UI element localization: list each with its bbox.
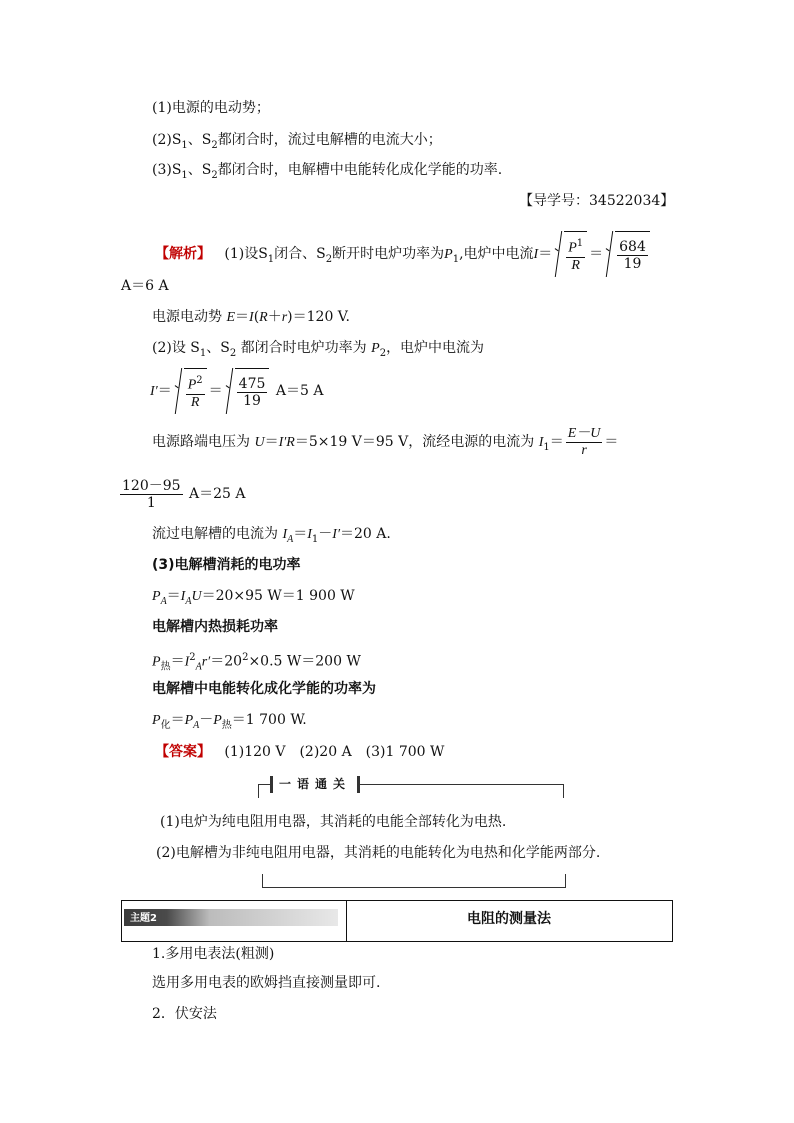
fraction: $\frac{120-95}{1}$ [122, 477, 181, 511]
analysis-line-3: 电源电动势 E＝I(R＋r)＝120 V. [152, 309, 350, 325]
analysis-line-5: I′＝ $\frac{P^2}{R}$ ＝ $\frac{475}{19}$ A＝5 A [150, 368, 323, 414]
answer-label: 【答案】 [155, 744, 211, 760]
question-2: $(2)S_1$、$S_2$都闭合时，流过电解槽的电流大小； [152, 132, 442, 151]
section-2-heading: 2．伏安法 [152, 1006, 217, 1022]
analysis-line-14: $P_化=P_A-P_热=1$ 700 W. [152, 712, 307, 731]
topic-header-table [121, 900, 673, 942]
analysis-line-11: 电解槽内热损耗功率 [152, 619, 278, 635]
note-point-2: (2)电解槽为非纯电阻用电器，其消耗的电能转化为电热和化学能两部分. [156, 845, 601, 861]
fraction: $\frac{E-U}{r}$ [567, 425, 601, 458]
reference-number: 【导学号：34522034】 [519, 193, 675, 209]
answer-line [155, 742, 444, 762]
sqrt-expression: $\frac{475}{19}$ [225, 368, 270, 414]
analysis-line-13: 电解槽中电能转化成化学能的功率为 [152, 681, 376, 697]
section-1-text: 选用多用电表的欧姆挡直接测量即可. [152, 975, 381, 991]
analysis-line-10: $P_A=I_AU=20\times 95$ W＝1 900 W [152, 588, 355, 607]
section-1-heading: 1.多用电表法(粗测) [152, 946, 275, 962]
sqrt-expression: $\frac{684}{19}$ [605, 231, 650, 277]
analysis-line-1: 【解析】 (1)设$S_1$闭合、$S_2$断开时电炉功率为$P_1$,电炉中电流I＝ $\frac{P^1}{R}$ ＝ $\frac{684}{19}$ [155, 231, 652, 282]
question-3: $(3)S_1$、$S_2$都闭合时，电解槽中电能转化成化学能的功率. [152, 162, 503, 181]
note-box-top [258, 776, 564, 798]
topic-tag: 主题2 [124, 909, 338, 926]
topic-tag-cell [122, 901, 347, 941]
analysis-line-7: $\frac{120-95}{1}$ A＝25 A [122, 477, 246, 511]
analysis-line-6: 电源路端电压为 U＝I′R＝5×19 V＝95 V，流经电源的电流为 $I_1=$ $\frac{E-U}{r}$ ＝ [152, 425, 619, 458]
note-box-bottom [262, 874, 566, 888]
sqrt-expression: $\frac{P^2}{R}$ [174, 368, 207, 414]
analysis-line-2: A＝6 A [121, 278, 169, 294]
note-title: 一语通关 [270, 776, 360, 793]
topic-title: 电阻的测量法 [467, 911, 551, 927]
analysis-line-12: $P_热=I^2_Ar'=20^2\times 0.5$ W＝200 W [152, 652, 361, 673]
note-point-1: (1)电炉为纯电阻用电器，其消耗的电能全部转化为电热. [160, 814, 507, 830]
sqrt-expression: $\frac{P^1}{R}$ [554, 231, 587, 277]
analysis-line-8: 流过电解槽的电流为 $I_A=I_1-I'=20$ A. [152, 526, 391, 545]
question-1: (1)电源的电动势； [152, 100, 270, 116]
analysis-line-9: (3)电解槽消耗的电功率 [152, 557, 301, 573]
analysis-label: 【解析】 [155, 246, 211, 262]
answer-text: (1)120 V (2)20 A (3)1 700 W [224, 744, 445, 760]
analysis-line-4: (2)设 $S_1$、$S_2$ 都闭合时电炉功率为 $P_2$，电炉中电流为 [152, 340, 485, 359]
